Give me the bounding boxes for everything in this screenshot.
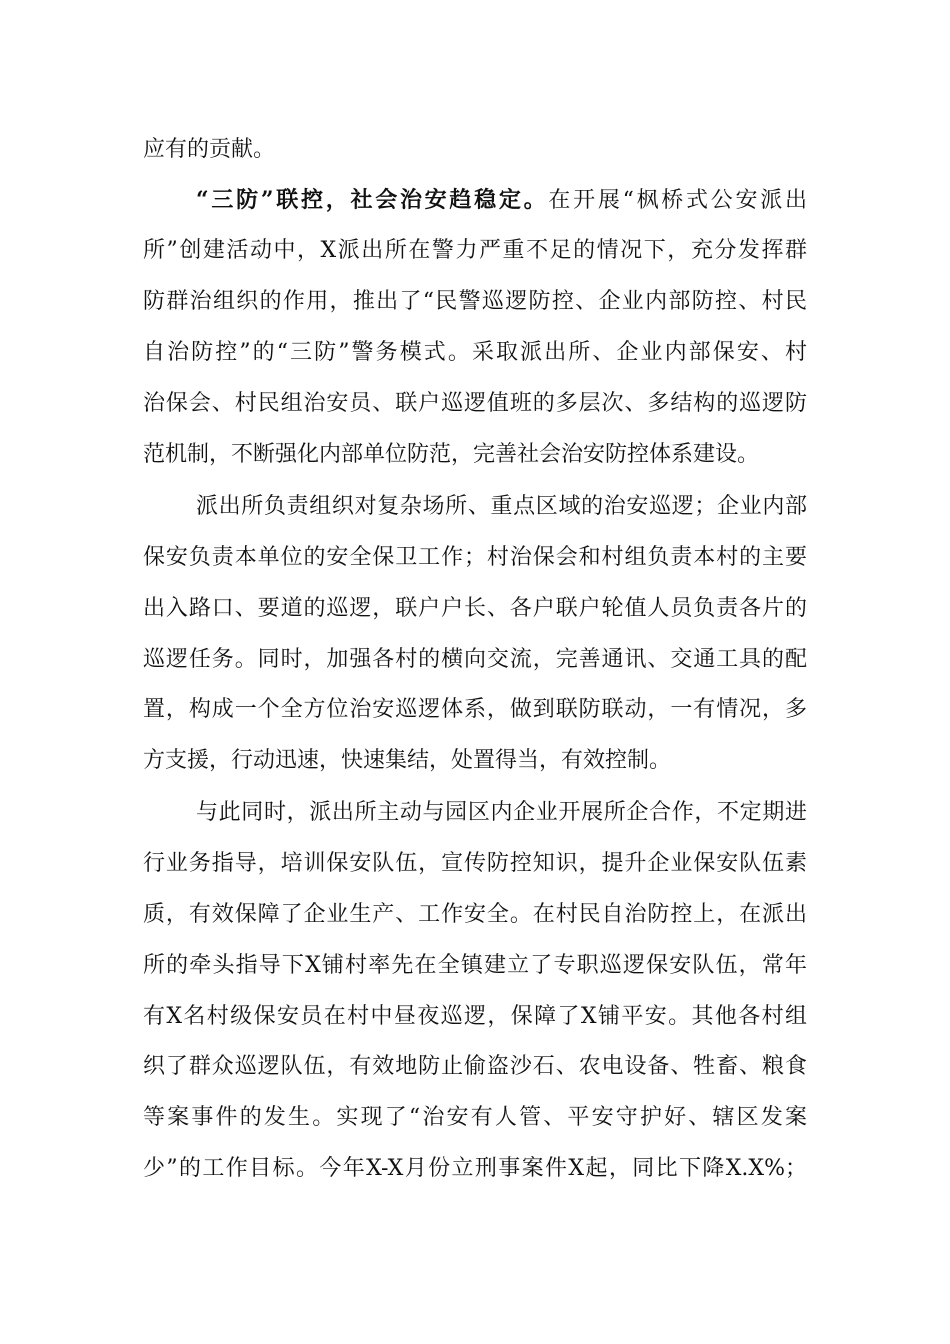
text-line: 治保会、村民组治安员、联户巡逻值班的多层次、多结构的巡逻防 <box>143 391 807 416</box>
text-line: 有X名村级保安员在村中昼夜巡逻，保障了X铺平安。其他各村组 <box>143 1004 807 1029</box>
text-line: 保安负责本单位的安全保卫工作；村治保会和村组负责本村的主要 <box>143 545 807 570</box>
text-line: 行业务指导，培训保安队伍，宣传防控知识，提升企业保安队伍素 <box>143 851 807 876</box>
text-line: 巡逻任务。同时，加强各村的横向交流，完善通讯、交通工具的配 <box>143 647 807 672</box>
text-line: 防群治组织的作用，推出了“民警巡逻防控、企业内部防控、村民 <box>143 289 807 314</box>
text-line: 所”创建活动中，X派出所在警力严重不足的情况下，充分发挥群 <box>143 238 807 263</box>
text-line: 方支援，行动迅速，快速集结，处置得当，有效控制。 <box>143 748 672 773</box>
text-line: 等案事件的发生。实现了“治安有人管、平安守护好、辖区发案 <box>143 1105 807 1130</box>
text-line: 少”的工作目标。今年X-X月份立刑事案件X起，同比下降X.X%； <box>143 1156 807 1181</box>
text-line: 范机制，不断强化内部单位防范，完善社会治安防控体系建设。 <box>143 442 760 467</box>
text-line: 应有的贡献。 <box>143 137 276 162</box>
text-line: 织了群众巡逻队伍，有效地防止偷盗沙石、农电设备、牲畜、粮食 <box>143 1054 807 1079</box>
text-line: 所的牵头指导下X铺村率先在全镇建立了专职巡逻保安队伍，常年 <box>143 953 807 978</box>
text-line: 置，构成一个全方位治安巡逻体系，做到联防联动，一有情况，多 <box>143 697 807 722</box>
text-line: 质，有效保障了企业生产、工作安全。在村民自治防控上，在派出 <box>143 902 807 927</box>
text-span: 在开展“枫桥式公安派出 <box>548 188 807 213</box>
text-line: 与此同时，派出所主动与园区内企业开展所企合作，不定期进 <box>196 800 807 825</box>
text-line: 自治防控”的“三防”警务模式。采取派出所、企业内部保安、村 <box>143 340 807 365</box>
text-line: 派出所负责组织对复杂场所、重点区域的治安巡逻；企业内部 <box>196 494 807 519</box>
text-line <box>196 180 807 220</box>
section-heading: “三防”联控，社会治安趋稳定。 <box>196 187 549 213</box>
text-line: 出入路口、要道的巡逻，联户户长、各户联户轮值人员负责各片的 <box>143 596 807 621</box>
